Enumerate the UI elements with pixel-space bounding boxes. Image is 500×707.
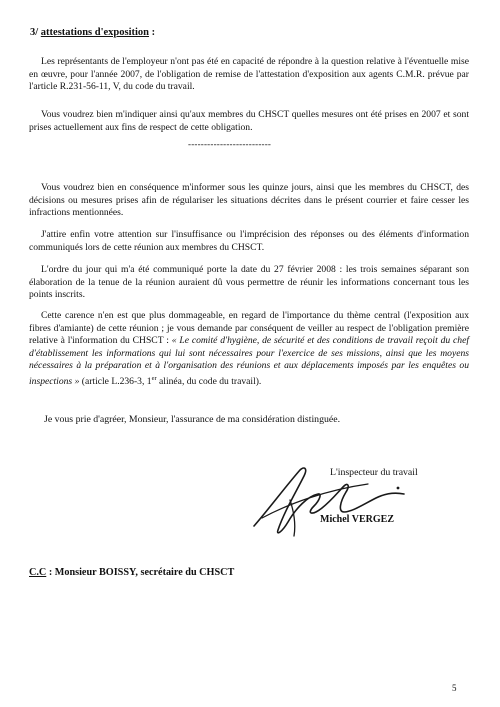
paragraph-ordre-du-jour-text: L'ordre du jour qui m'a été communiqué porte la date du 27 février 2008 : les trois semaines séparant son élaboration de la tenue de la réunion auraient dû vous permettre de réunir les informations concernant tous les points inscrits. [29,264,469,301]
cc-recipient: : Monsieur BOISSY, secrétaire du CHSCT [46,567,235,578]
section-heading [30,27,155,38]
section-colon: : [149,27,156,38]
section-number: 3/ [30,27,39,38]
signatory-name: Michel VERGEZ [320,514,394,525]
paragraph-conclusion-text: Vous voudrez bien en conséquence m'informer sous les quinze jours, ainsi que les membres du CHSCT, des décisions ou mesures prises afin de régulariser les situations décrites dans le présent courrier et faire cesser les infractions mentionnées. [29,182,469,219]
handwritten-signature [248,460,418,540]
paragraph-attention [29,229,469,254]
page-number: 5 [452,683,457,693]
paragraph-mesures-text: Vous voudrez bien m'indiquer ainsi qu'aux membres du CHSCT quelles mesures ont été prises en 2007 et sont prises actuellement aux fins de respect de cette obligation. [29,109,469,133]
paragraph-attestation [29,56,469,94]
paragraph-attention-text: J'attire enfin votre attention sur l'insuffisance ou l'imprécision des réponses ou des éléments d'information communiqués lors de cette réunion aux membres du CHSCT. [29,229,469,253]
carbon-copy [29,567,234,578]
separator-line: -------------------------- [188,139,272,149]
paragraph-conclusion [29,182,469,220]
legal-reference: (article L.236-3, 1 [79,376,152,388]
legal-reference-end: alinéa, du code du travail). [156,376,262,388]
paragraph-ordre-du-jour [29,264,469,302]
paragraph-carence [29,310,469,389]
legal-reference-sup: er [151,374,157,382]
legal-quote: « Le comité d'hygiène, de sécurité et des conditions de travail reçoit du chef d'établissement les informations qui lui sont nécessaires pour l'exercice de ses missions, ainsi que les moyens nécessaires à la préparation et à l'organisation des réunions et aux déplacements imposés par les enquêtes ou inspections » [29,335,469,388]
closing-formula: Je vous prie d'agréer, Monsieur, l'assurance de ma considération distinguée. [44,414,341,425]
paragraph-attestation-text: Les représentants de l'employeur n'ont pas été en capacité de répondre à la question relative à l'éventuelle mise en œuvre, pour l'année 2007, de l'obligation de remise de l'attestation d'exposition aux agents C.M.R. prévue par l'article R.231-56-11, V, du code du travail. [29,56,469,93]
paragraph-mesures [29,109,469,134]
signatory-title: L'inspecteur du travail [330,467,418,478]
section-title: attestations d'exposition [40,27,150,38]
paragraph-carence-intro: Cette carence n'en est que plus dommageable, en regard de l'importance du thème central (l'exposition aux fibres d'amiante) de cette réunion ; je vous demande par conséquent de veiller au respect de l'obligation première relative à l'information du CHSCT : [29,310,469,347]
cc-label: C.C [29,567,47,578]
